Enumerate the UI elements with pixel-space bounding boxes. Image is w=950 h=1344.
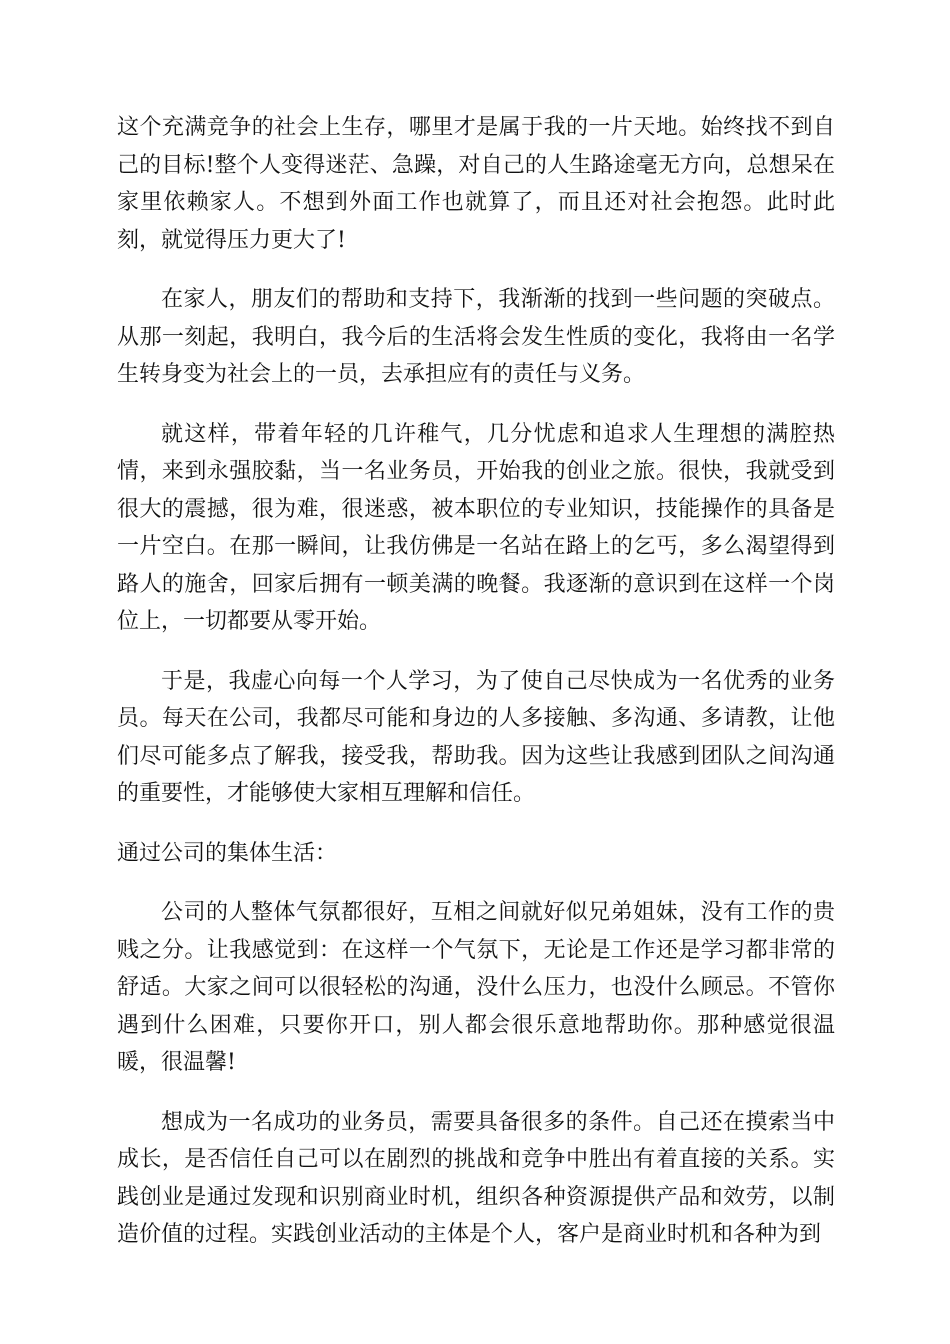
paragraph: 在家人，朋友们的帮助和支持下，我渐渐的找到一些问题的突破点。从那一刻起，我明白，我今后的生活将会发生性质的变化，我将由一名学生转身变为社会上的一员，去承担应有的责任与义务。 bbox=[117, 287, 835, 387]
paragraph: 这个充满竞争的社会上生存，哪里才是属于我的一片天地。始终找不到自己的目标!整个人变得迷茫、急躁，对自己的人生路途毫无方向，总想呆在家里依赖家人。不想到外面工作也就算了，而且还对社会抱怨。此时此刻，就觉得压力更大了! bbox=[117, 115, 835, 253]
paragraph: 公司的人整体气氛都很好，互相之间就好似兄弟姐妹，没有工作的贵贱之分。让我感觉到：在这样一个气氛下，无论是工作还是学习都非常的舒适。大家之间可以很轻松的沟通，没什么压力，也没什么顾忌。不管你遇到什么困难，只要你开口，别人都会很乐意地帮助你。那种感觉很温暖，很温馨! bbox=[117, 900, 835, 1075]
document-body bbox=[117, 109, 835, 1276]
paragraph: 就这样，带着年轻的几许稚气，几分忧虑和追求人生理想的满腔热情，来到永强胶黏，当一名业务员，开始我的创业之旅。很快，我就受到很大的震撼，很为难，很迷惑，被本职位的专业知识，技能操作的具备是一片空白。在那一瞬间，让我仿佛是一名站在路上的乞丐，多么渴望得到路人的施舍，回家后拥有一顿美满的晚餐。我逐渐的意识到在这样一个岗位上，一切都要从零开始。 bbox=[117, 421, 835, 634]
paragraph: 于是，我虚心向每一个人学习，为了使自己尽快成为一名优秀的业务员。每天在公司，我都尽可能和身边的人多接触、多沟通、多请教，让他们尽可能多点了解我，接受我，帮助我。因为这些让我感到团队之间沟通的重要性，才能够使大家相互理解和信任。 bbox=[117, 668, 835, 806]
paragraph: 想成为一名成功的业务员，需要具备很多的条件。自己还在摸索当中成长，是否信任自己可以在剧烈的挑战和竞争中胜出有着直接的关系。实践创业是通过发现和识别商业时机，组织各种资源提供产品和效劳，以制造价值的过程。实践创业活动的主体是个人，客户是商业时机和各种为到 bbox=[117, 1109, 835, 1247]
section-label: 通过公司的集体生活： bbox=[117, 840, 338, 866]
